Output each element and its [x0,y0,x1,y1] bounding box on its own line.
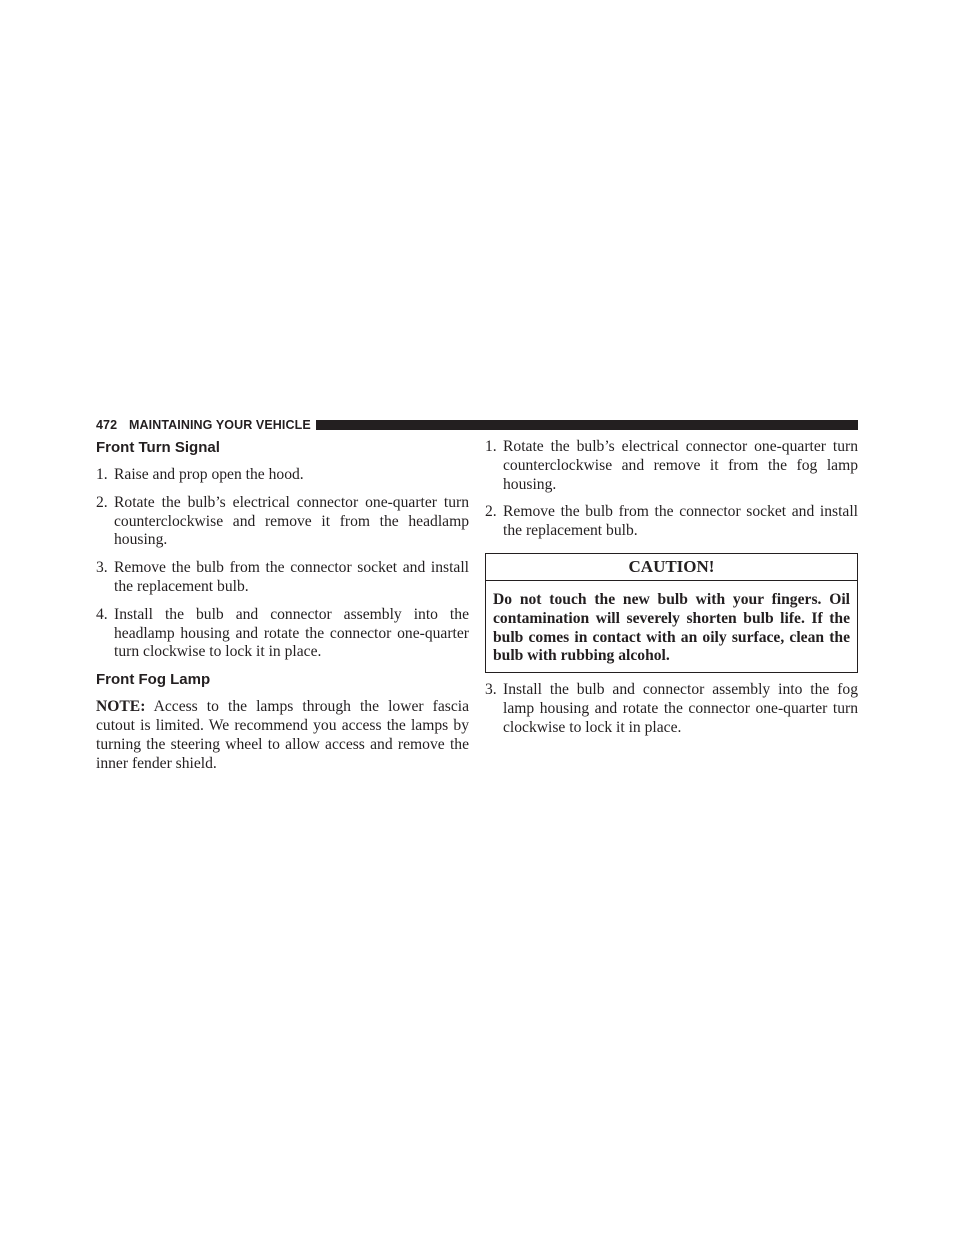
left-column [96,438,469,773]
note-text: Access to the lamps through the lower fascia cutout is limited. We recommend you access the lamps by turning the steering wheel to allow access and remove the inner fender shield. [96,698,469,772]
list-item [485,438,858,494]
list-item [485,503,858,541]
step-text: Remove the bulb from the connector socket and install the replacement bulb. [114,559,469,595]
page-number: 472 [96,418,118,432]
page-header [96,417,858,433]
step-text: Remove the bulb from the connector socket and install the replacement bulb. [503,503,858,540]
heading-front-fog-lamp: Front Fog Lamp [96,671,211,689]
caution-box [485,553,858,673]
list-item [96,466,469,485]
heading-front-turn-signal: Front Turn Signal [96,439,220,456]
step-text: Raise and prop open the hood. [114,466,304,483]
note-label: NOTE: [96,698,146,716]
list-item [96,494,469,550]
fog-lamp-steps-continued [485,681,858,737]
step-text: Rotate the bulb’s electrical connector one-quarter turn counterclockwise and remove it from the fog lamp housing. [503,438,858,493]
step-number: 1. [96,466,108,483]
section-title: MAINTAINING YOUR VEHICLE [129,418,311,432]
list-item [96,559,469,597]
step-number: 1. [485,438,497,455]
step-number: 4. [96,605,108,623]
caution-title: CAUTION! [486,554,857,581]
step-text: Install the bulb and connector assembly into the fog lamp housing and rotate the connector one-quarter turn clockwise to lock it in place. [503,681,858,736]
step-text: Install the bulb and connector assembly into the headlamp housing and rotate the connector one-quarter turn clockwise to lock it in place. [114,605,469,661]
step-text: Rotate the bulb’s electrical connector one-quarter turn counterclockwise and remove it from the headlamp housing. [114,493,469,549]
note-paragraph [96,698,469,773]
caution-text: Do not touch the new bulb with your fingers. Oil contamination will severely shorten bulb life. If the bulb comes in contact with an oily surface, clean the bulb with rubbing alcohol. [493,590,850,665]
list-item [96,606,469,662]
step-number: 2. [96,493,108,511]
fog-lamp-steps [485,438,858,541]
turn-signal-steps [96,466,469,662]
step-number: 2. [485,503,497,521]
list-item [485,681,858,737]
step-number: 3. [485,681,497,699]
right-column [485,438,858,738]
header-rule [316,420,858,430]
step-number: 3. [96,559,108,577]
